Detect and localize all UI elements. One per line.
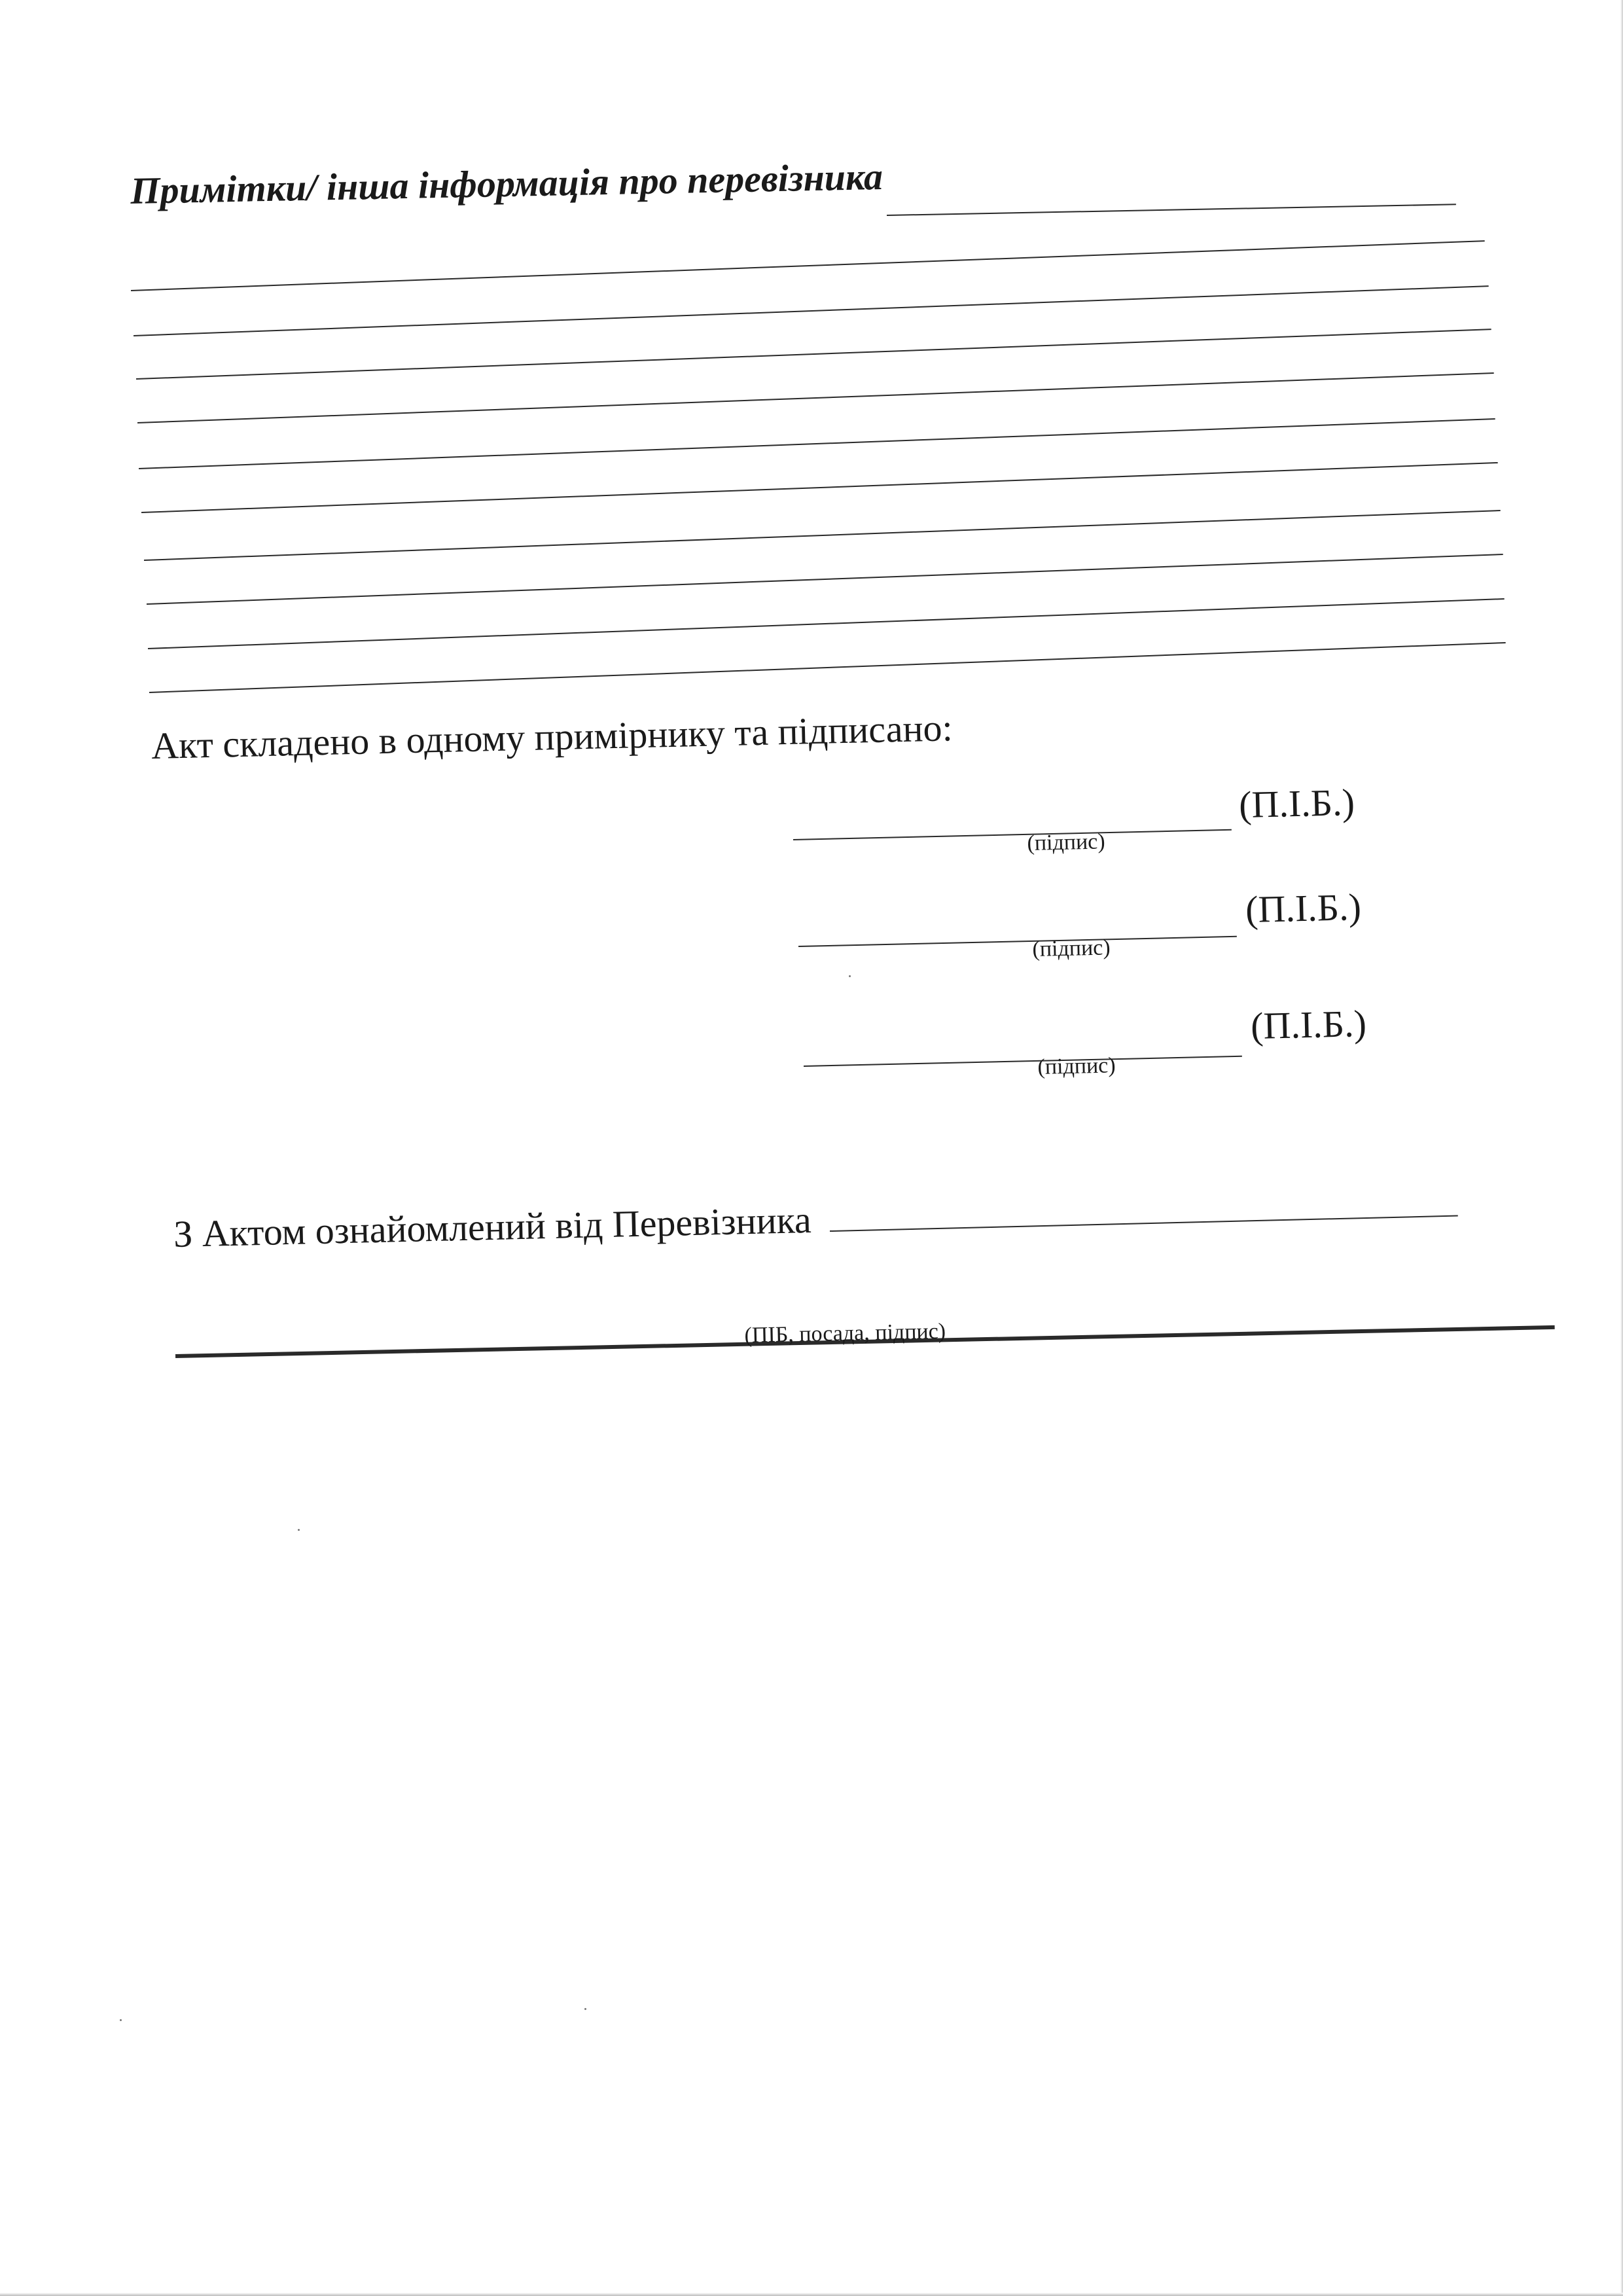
acknowledgement-text: З Актом ознайомлений від Перевізника (173, 1198, 812, 1256)
signature-line (793, 829, 1232, 840)
full-name-label: (П.І.Б.) (1245, 886, 1362, 931)
notes-line (136, 329, 1491, 380)
signature-line (804, 1056, 1242, 1067)
acknowledgement-caption: (ПІБ, посада, підпис) (744, 1319, 946, 1348)
notes-line (137, 372, 1494, 423)
notes-line (147, 554, 1503, 605)
notes-title: Примітки/ інша інформація про перевізника (130, 154, 883, 213)
full-name-label: (П.І.Б.) (1238, 781, 1355, 827)
scan-speck (584, 2008, 586, 2010)
scan-edge-right (1620, 0, 1623, 2296)
acknowledgement-line (830, 1215, 1458, 1232)
scan-speck (849, 975, 851, 977)
notes-line (134, 285, 1489, 336)
notes-line (141, 462, 1498, 513)
signature-line (798, 936, 1237, 947)
scan-speck (120, 2019, 122, 2021)
notes-line (144, 510, 1501, 561)
signature-caption: (підпис) (1027, 829, 1106, 856)
signature-caption: (підпис) (1032, 935, 1111, 962)
full-name-label: (П.І.Б.) (1250, 1002, 1367, 1048)
notes-line (131, 240, 1485, 291)
act-statement: Акт складено в одному примірнику та підписано: (151, 706, 954, 768)
notes-line (139, 418, 1495, 469)
signature-caption: (підпис) (1037, 1053, 1116, 1080)
scan-speck (298, 1529, 300, 1531)
scan-edge-bottom (0, 2293, 1623, 2296)
notes-title-line (887, 204, 1456, 216)
notes-line (149, 642, 1506, 693)
notes-line (148, 598, 1505, 649)
